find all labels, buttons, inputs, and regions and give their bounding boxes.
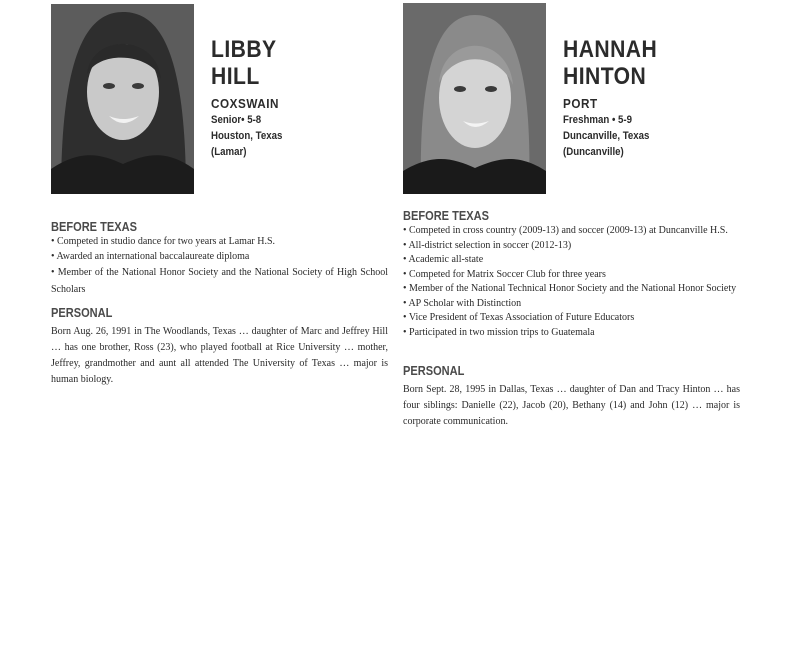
list-item: • Member of the National Technical Honor Society and the National Honor Society (403, 282, 740, 297)
hometown: Duncanville, Texas (563, 130, 650, 142)
last-name: HILL (211, 63, 260, 90)
section-heading: PERSONAL (403, 363, 465, 378)
personal-text: Born Sept. 28, 1995 in Dallas, Texas … daughter of Dan and Tracy Hinton … has four siblings: Danielle (22), Jacob (20), Bethany (14) and John (12) … major is corporate communication. (403, 384, 740, 427)
before-texas-section (51, 219, 388, 298)
athlete-position: PORT (563, 96, 598, 111)
personal-text: Born Aug. 26, 1991 in The Woodlands, Texas … daughter of Marc and Jeffrey Hill … has one brother, Ross (23), who played football at Rice University … mother, Jeffrey, grandmother and aunt all attended The University of Texas … major is human biology. (51, 326, 388, 385)
personal-section (403, 363, 740, 430)
athlete-photo (403, 3, 546, 194)
list-item: • Competed in studio dance for two years at Lamar H.S. (51, 235, 388, 250)
section-heading: PERSONAL (51, 305, 113, 320)
list-item: • Competed for Matrix Soccer Club for three years (403, 268, 740, 283)
before-texas-section (403, 208, 740, 340)
first-name: HANNAH (563, 36, 658, 63)
list-item: • Vice President of Texas Association of Future Educators (403, 311, 740, 326)
high-school: (Duncanville) (563, 146, 624, 158)
section-heading: BEFORE TEXAS (403, 208, 489, 223)
athlete-name-block (211, 36, 292, 160)
athlete-name-block (563, 36, 670, 160)
list-item: • Member of the National Honor Society and the National Society of High School Scholars (51, 264, 388, 298)
athlete-position: COXSWAIN (211, 96, 280, 111)
hometown: Houston, Texas (211, 130, 283, 142)
list-item: • All-district selection in soccer (2012-13) (403, 239, 740, 254)
before-texas-list (51, 235, 388, 298)
list-item: • Awarded an international baccalaureate diploma (51, 250, 388, 265)
list-item: • AP Scholar with Distinction (403, 297, 740, 312)
class-height: Senior• 5-8 (211, 114, 262, 126)
first-name: LIBBY (211, 36, 277, 63)
before-texas-list (403, 224, 740, 340)
list-item: • Competed in cross country (2009-13) and soccer (2009-13) at Duncanville H.S. (403, 224, 740, 239)
section-heading: BEFORE TEXAS (51, 219, 137, 234)
list-item: • Academic all-state (403, 253, 740, 268)
personal-section (51, 305, 388, 388)
high-school: (Lamar) (211, 146, 247, 158)
list-item: • Participated in two mission trips to Guatemala (403, 326, 740, 341)
last-name: HINTON (563, 63, 647, 90)
class-height: Freshman • 5-9 (563, 114, 633, 126)
athlete-photo (51, 4, 194, 194)
